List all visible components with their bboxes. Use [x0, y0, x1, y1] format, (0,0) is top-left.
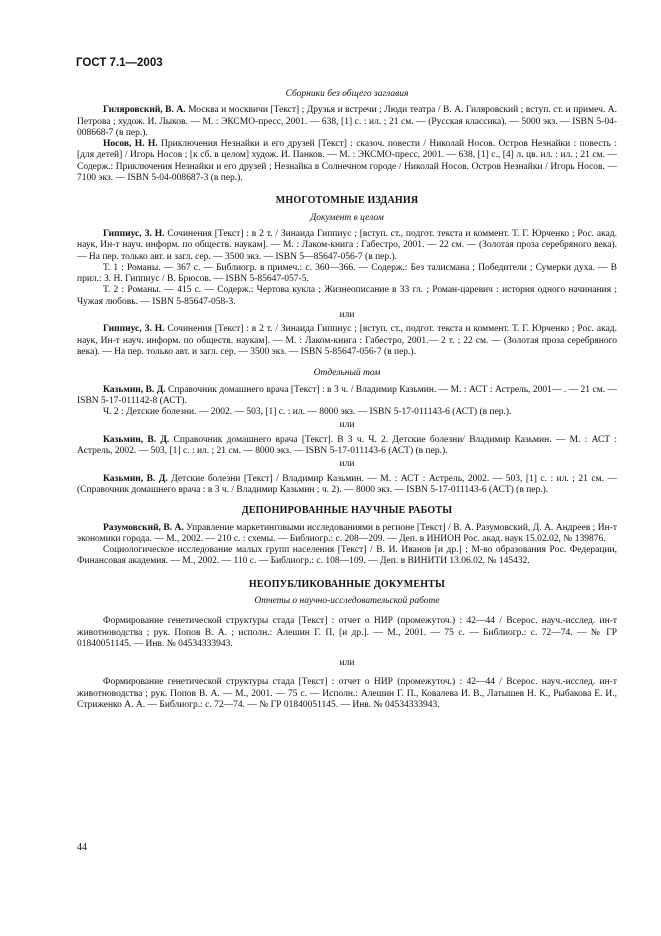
- entry-text: Управление маркетинговыми исследованиями в регионе [Текст] / В. А. Разумовский, Д. А. Андреев ; Ин-т экономики города. — М., 2002. — 210 с. : схемы. — Библиогр.: с. 208—209. — Деп. в ИНИОН Рос. акад. наук 15.02.02, № 139876.: [77, 522, 617, 544]
- collections-heading: Сборники без общего заглавия: [285, 89, 409, 99]
- page-content: [77, 89, 617, 711]
- entry-author: Гиппиус, З. Н.: [103, 324, 165, 335]
- deposited-entry-1: [77, 523, 617, 546]
- or-separator: или: [339, 459, 355, 470]
- entry-author: Гиляровский, В. А.: [103, 105, 186, 116]
- entry-text: Приключения Незнайки и его друзей [Текст] : сказоч. повести / Николай Носов. Остров Незнайки : повесть : [для детей] / Игорь Носов ; [к сб. в целом] худож. И. Панков. — М. : ЭКСМО-пресс, 2001. — 638, [1] с., [4] л. цв. ил. : ил. ; 21 см. — Содерж.: Приключения Незнайки и его друзей ; Незнайка в Солнечном городе / Николай Носов. Остров Незнайки / Игорь Носов. — 7100 экз. — ISBN 5-04-008687-3 (в пер.).: [77, 139, 618, 184]
- unpublished-section-title: НЕОПУБЛИКОВАННЫЕ ДОКУМЕНТЫ: [248, 578, 446, 590]
- collection-entry-2: [77, 139, 617, 184]
- entry-author: Носов, Н. Н.: [103, 139, 158, 150]
- page-number: 44: [77, 842, 87, 853]
- entry-text: Сочинения [Текст] : в 2 т. / Зинаида Гиппиус ; [вступ. ст., подгот. текста и коммент. Т. Г. Юрченко ; Рос. акад. наук, Ин-т науч. информ. по обществ. наукам]. — М. : Лаком-книга : Габестро, 2001.— 2 т. ; 22 см. — (Золотая проза серебряного века). — На пер. только авт. и загл. сер. — 3500 экз. — ISBN 5-85647-056-7 (в пер.).: [77, 324, 618, 357]
- whole-document-heading: Документ в целом: [310, 212, 384, 223]
- entry-text: Справочник домашнего врача [Текст] : в 3 ч. / Владимир Казьмин. — М. : АСТ : Астрель, 2001— . — 21 см. — ISBN 5-17-011142-8 (АСТ).: [77, 384, 617, 406]
- or-separator: или: [339, 420, 355, 431]
- volume-2-line: Т. 2 : Романы. — 415 с. — Содерж.: Чертова кукла ; Жизнеописание в 33 гл. ; Роман-царевич : история одного начинания ; Чужая любовь. — ISBN 5-85647-058-3.: [77, 285, 617, 307]
- entry-text: Москва и москвичи [Текст] ; Друзья и встречи ; Люди театра / В. А. Гиляровский ; вступ. ст. и примеч. А. Петрова ; худож. И. Лыков. — М. : ЭКСМО-пресс, 2001. — 638, [1] с. : ил. ; 21 см. — (Русская классика). — 5000 экз. — ISBN 5-04-008668-7 (в пер.).: [77, 105, 617, 138]
- separate-entry-1: [77, 385, 617, 408]
- reports-heading: Отчеты о научно-исследовательской работе: [254, 595, 440, 606]
- page-header-title: ГОСТ 7.1—2003: [76, 57, 163, 69]
- entry-author: Казьмин, В. Д.: [103, 384, 166, 395]
- separate-volume-heading: Отдельный том: [313, 368, 381, 379]
- entry-author: Разумовский, В. А.: [103, 522, 184, 533]
- multivolume-section-title: МНОГОТОМНЫЕ ИЗДАНИЯ: [275, 195, 419, 207]
- entry-author: Казьмин, В. Д.: [103, 473, 168, 484]
- entry-text: Справочник домашнего врача [Текст]. В 3 ч. Ч. 2. Детские болезни/ Владимир Казьмин. — М. : АСТ : Астрель, 2002. — 503, [1] с. : ил. ; 21 см. — 8000 экз. — ISBN 5-17-011143-6 (АСТ) (в пер.).: [77, 434, 617, 457]
- deposited-section-title: ДЕПОНИРОВАННЫЕ НАУЧНЫЕ РАБОТЫ: [241, 505, 453, 517]
- separate-entry-2: [77, 435, 617, 458]
- deposited-entry-2: Социологическое исследование малых групп населения [Текст] / В. И. Иванов [и др.] ; М-во образования Рос. Федерации, Финансовая академия. — М., 2002. — 110 с. — Библиогр.: с. 108—109. — Деп. в ВИНИТИ 13.06.02, № 145432.: [77, 545, 617, 567]
- separate-part-line: Ч. 2 : Детские болезни. — 2002. — 503, [1] с. : ил. — 8000 экз. — ISBN 5-17-011143-6 (АСТ) (в пер.).: [103, 407, 512, 418]
- multivolume-entry-1: [77, 229, 617, 263]
- entry-author: Казьмин, В. Д.: [103, 434, 170, 445]
- entry-author: Гиппиус, З. Н.: [103, 228, 165, 239]
- entry-text: Сочинения [Текст] : в 2 т. / Зинаида Гиппиус ; [вступ. ст., подгот. текста и коммент. Т. Г. Юрченко ; Рос. акад. наук, Ин-т науч. информ. по обществ. наукам]. — М. : Лаком-книга : Габестро, 2001. — 22 см. — (Золотая проза серебряного века). — На пер. только авт. и загл. сер. — 3500 экз. — ISBN 5—85647-056-7 (в пер.).: [77, 228, 618, 262]
- report-entry-2: Формирование генетической структуры стада [Текст] : отчет о НИР (промежуточ.) : 42—44 / Всерос. науч.-исслед. ин-т животноводства ; рук. Попов В. А. — М., 2001. — 75 с. — Исполн.: Алешин Г. П., Ковалева И. В., Латышев Н. К., Рыбакова Е. И., Стриженко А. А. — Библиогр.: с. 72—74. — № ГР 01840051145. — Инв. № 04534333943.: [77, 677, 617, 711]
- or-separator: или: [339, 658, 355, 669]
- entry-text: Детские болезни [Текст] / Владимир Казьмин. — М. : АСТ : Астрель, 2002. — 503, [1] с. : ил. ; 21 см. — (Справочник домашнего врача : в 3 ч. / Владимир Казьмин ; ч. 2). — 8000 экз. — ISBN 5-17-011143-6 (АСТ) (в пер.).: [77, 473, 617, 495]
- volume-1-line: Т. 1 : Романы. — 367 с. — Библиогр. в примеч.: с. 360—366. — Содерж.: Без талисмана ; Победители ; Сумерки духа. — В прил.: З. Н. Гиппиус / В. Брюсов. — ISBN 5-85647-057-5.: [77, 262, 617, 285]
- collection-entry-1: [77, 105, 617, 139]
- report-entry-1: Формирование генетической структуры стада [Текст] : отчет о НИР (промежуточ.) : 42—44 / Всерос. науч.-исслед. ин-т животноводства ; рук. Попов В. А. ; исполн.: Алешин Г. П. [и др.]. — М., 2001. — 75 с. — Библиогр.: с. 72—74. — № ГР 01840051145. — Инв. № 04534333943.: [77, 616, 617, 649]
- multivolume-entry-2: [77, 324, 617, 358]
- separate-entry-3: [77, 474, 617, 497]
- or-separator: или: [339, 310, 355, 321]
